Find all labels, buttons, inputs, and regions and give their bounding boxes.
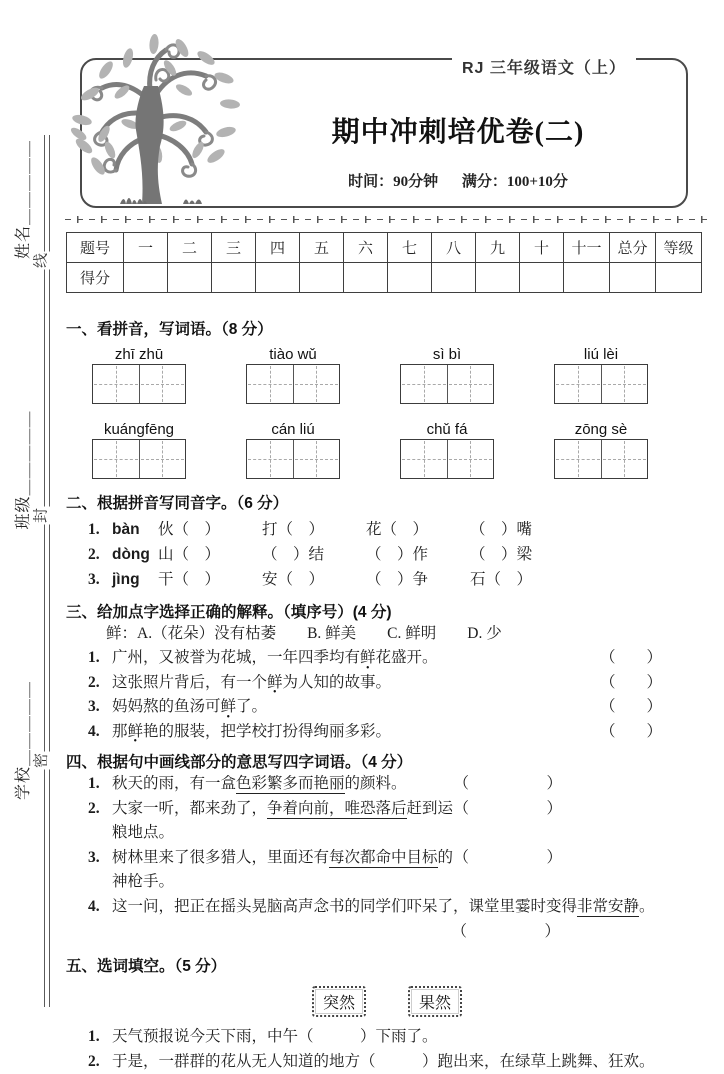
score-table-score-row (67, 263, 702, 293)
name-field-label: 姓名＿＿＿＿＿ (10, 140, 30, 259)
score-header-cell: 十一 (564, 233, 610, 263)
score-header-cell: 四 (256, 233, 300, 263)
writing-cell (247, 440, 293, 478)
item-number: 3. (88, 567, 112, 592)
score-cell (212, 263, 256, 293)
homophone-item (66, 567, 708, 592)
text-post: 花盛开。 (376, 649, 438, 666)
fill-blank: （ ）争 (366, 567, 470, 592)
score-cell (432, 263, 476, 293)
idiom-item (66, 772, 708, 797)
answer-blank: （ ） (600, 695, 708, 720)
item-text (112, 772, 453, 797)
score-header-cell: 总分 (610, 233, 656, 263)
pinyin-group (400, 420, 494, 479)
item-number: 4. (88, 720, 112, 745)
item-text (112, 895, 708, 920)
writing-cell (447, 440, 494, 478)
section3-options: 鲜：A.（花朵）没有枯萎 B. 鲜美 C. 鲜明 D. 少 (66, 622, 708, 646)
explain-item (66, 720, 708, 745)
underlined-phrase: 争着向前，唯恐落后 (267, 800, 407, 819)
answer-blank: （ ） (600, 720, 708, 745)
seal-char-feng: 封 (34, 507, 51, 525)
answer-blank: （ ） (600, 671, 708, 696)
writing-cell (139, 440, 186, 478)
fill-blank: 花（ ） (366, 517, 470, 542)
idiom-item (66, 895, 708, 920)
writing-box (92, 439, 186, 479)
writing-cell (293, 365, 340, 403)
cut-line (62, 216, 708, 223)
seal-char-mi: 密 (34, 752, 51, 770)
idiom-item (66, 797, 708, 846)
fill-blank: 干（ ） (158, 567, 262, 592)
item-text (112, 646, 600, 671)
item-text (112, 797, 453, 846)
text-pre: 那 (112, 723, 128, 740)
writing-cell (93, 365, 139, 403)
writing-box (554, 439, 648, 479)
section2-heading: 二、根据拼音写同音字。（6 分） (66, 491, 708, 513)
fill-blank: 石（ ） (470, 567, 574, 592)
item-pinyin: dòng (112, 542, 158, 567)
pinyin-row-2 (66, 420, 708, 479)
item-text: 天气预报说今天下雨，中午（ ）下雨了。 (112, 1025, 708, 1050)
writing-cell (401, 365, 447, 403)
explain-item (66, 671, 708, 696)
pinyin-label: liú lèi (554, 345, 648, 364)
writing-cell (601, 365, 648, 403)
score-header-cell: 八 (432, 233, 476, 263)
time-label: 时间：90分钟 (348, 174, 438, 190)
pinyin-group (92, 420, 186, 479)
writing-box (92, 364, 186, 404)
fill-item (66, 1050, 708, 1074)
score-header-cell: 二 (168, 233, 212, 263)
score-cell (168, 263, 212, 293)
item-pinyin: jìng (112, 567, 158, 592)
pinyin-label: cán liú (246, 420, 340, 439)
text-post: 了。 (236, 698, 267, 715)
homophone-item (66, 542, 708, 567)
student-info-strip (10, 140, 30, 800)
answer-blank: （ ） (453, 846, 708, 895)
item-text (112, 695, 600, 720)
paper-meta (288, 170, 628, 191)
score-header-cell: 五 (300, 233, 344, 263)
item-text (112, 671, 600, 696)
text-pre: 这一问，把正在摇头晃脑高声念书的同学们吓呆了，课堂里霎时变得 (112, 898, 577, 915)
item-text (112, 720, 600, 745)
underlined-phrase: 每次都命中目标 (329, 849, 438, 868)
tree-illustration (66, 34, 244, 208)
item-number: 2. (88, 671, 112, 696)
choice-word: 突然 (312, 986, 366, 1017)
pinyin-group (554, 420, 648, 479)
text-pre: 这张照片背后，有一个 (112, 674, 267, 691)
answer-blank: （ ） (600, 646, 708, 671)
fill-blank: （ ）嘴 (470, 517, 574, 542)
pinyin-label: zōng sè (554, 420, 648, 439)
answer-blank: （ ） (66, 919, 708, 944)
fill-blank: （ ）梁 (470, 542, 574, 567)
seal-char-xian: 线 (34, 252, 51, 270)
score-cell (256, 263, 300, 293)
item-number: 3. (88, 846, 112, 895)
dotted-char: 鲜 (128, 723, 144, 740)
fill-blank: 安（ ） (262, 567, 366, 592)
text-post: 的颜料。 (345, 775, 407, 792)
dotted-char: 鲜 (360, 649, 376, 666)
section1-heading: 一、看拼音，写词语。（8 分） (66, 317, 708, 339)
item-number: 1. (88, 772, 112, 797)
class-field-label: 班级＿＿＿＿＿ (10, 411, 30, 530)
underlined-phrase: 非常安静 (577, 898, 639, 917)
item-text (112, 846, 453, 895)
homophone-item (66, 517, 708, 542)
pinyin-label: zhī zhū (92, 345, 186, 364)
pinyin-group (554, 345, 648, 404)
score-cell (520, 263, 564, 293)
section3-heading: 三、给加点字选择正确的解释。（填序号）(4 分) (66, 600, 708, 622)
paper-title: 期中冲刺培优卷(二) (288, 110, 628, 150)
dotted-char: 鲜 (267, 674, 283, 691)
item-pinyin: bàn (112, 517, 158, 542)
text-post: 艳的服装，把学校打扮得绚丽多彩。 (143, 723, 391, 740)
score-header-cell: 十 (520, 233, 564, 263)
score-header-cell: 题号 (67, 233, 124, 263)
score-header-cell: 一 (124, 233, 168, 263)
writing-cell (555, 365, 601, 403)
writing-box (246, 364, 340, 404)
text-pre: 秋天的雨，有一盒 (112, 775, 236, 792)
pinyin-group (246, 420, 340, 479)
writing-cell (401, 440, 447, 478)
score-header-cell: 等级 (656, 233, 702, 263)
pinyin-row-1 (66, 345, 708, 404)
underlined-phrase: 色彩繁多而艳丽 (236, 775, 345, 794)
score-header-cell: 七 (388, 233, 432, 263)
text-post: 的神枪手。 (112, 849, 453, 891)
text-post: 赶到运粮地点。 (112, 800, 453, 842)
score-table-header-row (67, 233, 702, 263)
item-number: 2. (88, 1050, 112, 1074)
word-choices (66, 985, 708, 1017)
score-cell (610, 263, 656, 293)
section5-heading: 五、选词填空。（5 分） (66, 954, 708, 976)
text-post: 为人知的故事。 (283, 674, 392, 691)
writing-cell (139, 365, 186, 403)
score-cell (300, 263, 344, 293)
fill-blank: 山（ ） (158, 542, 262, 567)
item-number: 2. (88, 797, 112, 846)
text-pre: 树林里来了很多猎人，里面还有 (112, 849, 329, 866)
item-number: 2. (88, 542, 112, 567)
writing-box (554, 364, 648, 404)
answer-blank: （ ） (453, 772, 708, 797)
item-number: 1. (88, 1025, 112, 1050)
score-cell (476, 263, 520, 293)
fill-blank: （ ）结 (262, 542, 366, 567)
pinyin-label: kuángfēng (92, 420, 186, 439)
score-cell (388, 263, 432, 293)
writing-cell (601, 440, 648, 478)
main-content (66, 305, 708, 1074)
score-cell (564, 263, 610, 293)
score-header-cell: 九 (476, 233, 520, 263)
score-cell (344, 263, 388, 293)
score-table (66, 232, 702, 293)
fill-blank: 打（ ） (262, 517, 366, 542)
item-number: 1. (88, 517, 112, 542)
item-number: 4. (88, 895, 112, 920)
pinyin-label: chǔ fá (400, 420, 494, 439)
item-text: 于是，一群群的花从无人知道的地方（ ）跑出来，在绿草上跳舞、狂欢。 (112, 1050, 708, 1074)
writing-cell (293, 440, 340, 478)
school-field-label: 学校＿＿＿＿＿ (10, 681, 30, 800)
text-pre: 大家一听，都来劲了， (112, 800, 267, 817)
writing-cell (447, 365, 494, 403)
writing-cell (93, 440, 139, 478)
writing-box (246, 439, 340, 479)
writing-box (400, 364, 494, 404)
dotted-char: 鲜 (221, 698, 237, 715)
text-post: 。 (639, 898, 655, 915)
score-cell (656, 263, 702, 293)
fill-blank: 伙（ ） (158, 517, 262, 542)
text-pre: 广州，又被誉为花城，一年四季均有 (112, 649, 360, 666)
fill-blank: （ ）作 (366, 542, 470, 567)
text-pre: 妈妈熬的鱼汤可 (112, 698, 221, 715)
item-number: 3. (88, 695, 112, 720)
score-header-cell: 三 (212, 233, 256, 263)
writing-cell (247, 365, 293, 403)
pinyin-label: tiào wǔ (246, 345, 340, 364)
score-header-cell: 六 (344, 233, 388, 263)
pinyin-label: sì bì (400, 345, 494, 364)
idiom-item (66, 846, 708, 895)
score-cell (124, 263, 168, 293)
pinyin-group (246, 345, 340, 404)
fill-item (66, 1025, 708, 1050)
section4-heading: 四、根据句中画线部分的意思写四字词语。（4 分） (66, 750, 708, 772)
pinyin-group (92, 345, 186, 404)
writing-box (400, 439, 494, 479)
answer-blank: （ ） (453, 797, 708, 846)
pinyin-group (400, 345, 494, 404)
edition-label: RJ 三年级语文（上） (452, 55, 636, 78)
full-score-label: 满分：100+10分 (462, 174, 568, 190)
explain-item (66, 695, 708, 720)
score-row-label: 得分 (67, 263, 124, 293)
explain-item (66, 646, 708, 671)
choice-word: 果然 (408, 986, 462, 1017)
item-number: 1. (88, 646, 112, 671)
writing-cell (555, 440, 601, 478)
